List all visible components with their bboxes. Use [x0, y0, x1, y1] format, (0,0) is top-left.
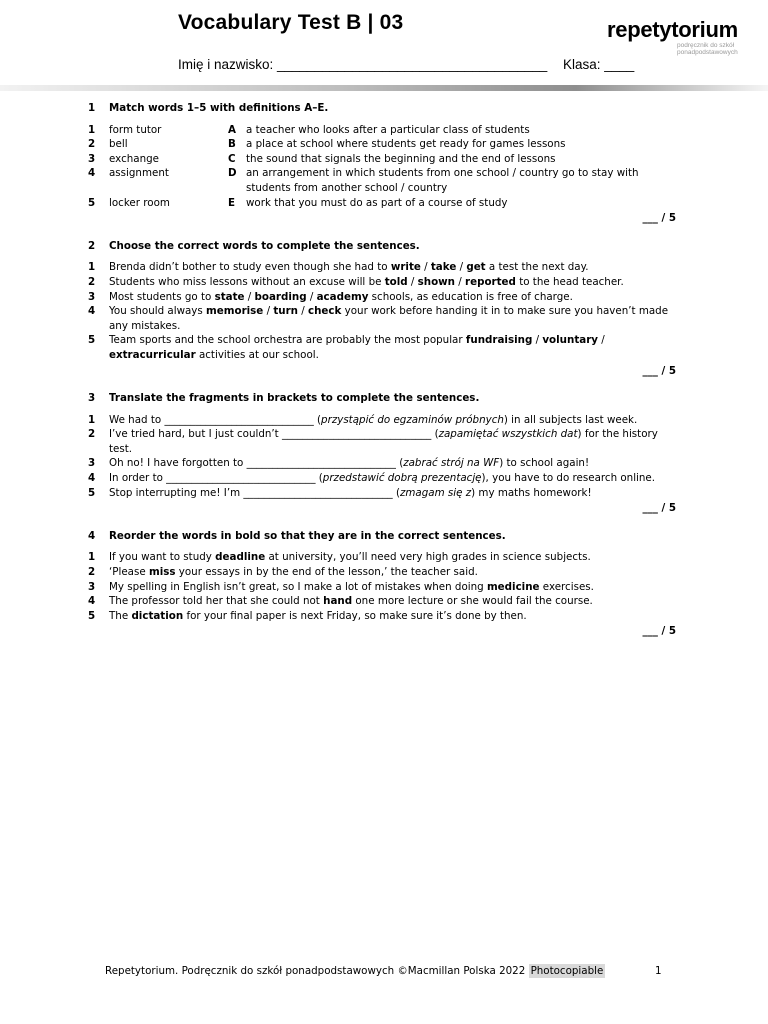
score-field: ___ / 5 — [642, 502, 676, 515]
sentence-text: I’ve tried hard, but I just couldn’t _____________________________ (zapamiętać wszystkich dat) for the history test. — [109, 428, 658, 455]
item-number: 5 — [88, 196, 96, 209]
item-number: 3 — [88, 290, 96, 303]
sentence-text: Team sports and the school orchestra are probably the most popular fundraising / voluntary / extracurricular activities at our school. — [109, 334, 605, 361]
exercise-1 — [88, 101, 680, 226]
exercise-4 — [88, 529, 680, 639]
page-title: Vocabulary Test B | 03 — [178, 11, 404, 34]
header-divider — [0, 85, 768, 91]
exercise-1-heading — [88, 101, 680, 116]
definition-text: the sound that signals the beginning and the end of lessons — [246, 152, 556, 165]
item-number: 4 — [88, 167, 96, 180]
sentence-item — [88, 565, 680, 580]
exercise-instruction: Choose the correct words to complete the sentences. — [109, 239, 420, 252]
sentence-item — [88, 594, 680, 609]
class-field: Klasa: ____ — [563, 57, 635, 72]
match-item — [88, 137, 680, 152]
exercise-number: 2 — [88, 239, 96, 252]
exercise-number: 4 — [88, 529, 96, 542]
item-number: 2 — [88, 275, 96, 288]
sentence-text: ‘Please miss your essays in by the end of the lesson,’ the teacher said. — [109, 566, 478, 579]
sentence-text: My spelling in English isn’t great, so I make a lot of mistakes when doing medicine exercises. — [109, 580, 594, 593]
match-word: locker room — [109, 196, 170, 209]
item-number: 1 — [88, 123, 96, 136]
item-number: 3 — [88, 457, 96, 470]
exercise-3 — [88, 391, 680, 516]
match-item — [88, 166, 680, 195]
item-number: 2 — [88, 428, 96, 441]
sentence-text: The dictation for your final paper is next Friday, so make sure it’s done by then. — [109, 609, 527, 622]
exercise-3-heading — [88, 391, 680, 406]
match-word: assignment — [109, 167, 169, 180]
definition-letter: A — [228, 123, 236, 136]
logo — [607, 18, 747, 56]
item-number: 4 — [88, 472, 96, 485]
sentence-item — [88, 456, 680, 471]
footer-copyright: Repetytorium. Podręcznik do szkół ponadpodstawowych ©Macmillan Polska 2022 — [105, 965, 526, 977]
sentence-item — [88, 550, 680, 565]
sentence-item — [88, 304, 680, 333]
sentence-list — [88, 413, 680, 501]
item-number: 5 — [88, 609, 96, 622]
logo-subtitle-1: podręcznik do szkół — [677, 42, 735, 49]
match-word: form tutor — [109, 123, 162, 136]
exercise-instruction: Translate the fragments in brackets to complete the sentences. — [109, 392, 480, 405]
sentence-item — [88, 275, 680, 290]
definition-letter: B — [228, 138, 236, 151]
sentence-text: You should always memorise / turn / check your work before handing it in to make sure you haven’t made any mistakes. — [109, 305, 669, 332]
sentence-list — [88, 260, 680, 362]
definition-text: work that you must do as part of a course of study — [246, 196, 508, 209]
exercise-number: 1 — [88, 102, 96, 114]
sentence-text: In order to _____________________________ (przedstawić dobrą prezentację), you have to do research online. — [109, 472, 656, 485]
item-number: 4 — [88, 305, 96, 318]
item-number: 3 — [88, 580, 96, 593]
match-word: bell — [109, 138, 128, 151]
page-number: 1 — [655, 965, 662, 977]
logo-text: repetytorium — [607, 17, 738, 42]
sentence-text: Brenda didn’t bother to study even though she had to write / take / get a test the next day. — [109, 261, 589, 274]
photocopiable-label: Photocopiable — [530, 965, 604, 977]
item-number: 1 — [88, 551, 96, 564]
sentence-item — [88, 260, 680, 275]
logo-subtitle-2: ponadpodstawowych — [677, 49, 738, 56]
item-number: 3 — [88, 152, 96, 165]
sentence-item — [88, 413, 680, 428]
sentence-text: We had to _____________________________ (przystąpić do egzaminów próbnych) in all subjects last week. — [109, 413, 638, 426]
sentence-list — [88, 550, 680, 623]
match-word: exchange — [109, 152, 159, 165]
sentence-item — [88, 427, 680, 456]
footer — [105, 965, 665, 977]
sentence-item — [88, 290, 680, 305]
definition-letter: E — [228, 196, 236, 209]
item-number: 2 — [88, 566, 96, 579]
score-field: ___ / 5 — [642, 364, 676, 377]
sentence-text: Most students go to state / boarding / academy schools, as education is free of charge. — [109, 290, 573, 303]
exercise-2 — [88, 239, 680, 378]
score-field: ___ / 5 — [642, 625, 676, 638]
sentence-item — [88, 486, 680, 501]
sentence-item — [88, 609, 680, 624]
item-number: 1 — [88, 261, 96, 274]
exercise-2-heading — [88, 239, 680, 254]
item-number: 4 — [88, 595, 96, 608]
item-number: 5 — [88, 486, 96, 499]
test-content — [88, 101, 680, 652]
definition-text: an arrangement in which students from one school / country go to stay with students from another school / country — [246, 167, 639, 194]
exercise-instruction: Match words 1–5 with definitions A–E. — [109, 102, 329, 114]
match-item — [88, 123, 680, 138]
match-item — [88, 152, 680, 167]
definition-letter: C — [228, 152, 236, 165]
exercise-instruction: Reorder the words in bold so that they are in the correct sentences. — [109, 529, 506, 542]
sentence-item — [88, 471, 680, 486]
sentence-text: Students who miss lessons without an excuse will be told / shown / reported to the head teacher. — [109, 275, 624, 288]
sentence-text: Stop interrupting me! I’m _____________________________ (zmagam się z) my maths homework! — [109, 486, 592, 499]
name-field: Imię i nazwisko: ____________________________________ — [178, 57, 548, 72]
item-number: 2 — [88, 138, 96, 151]
sentence-text: The professor told her that she could not hand one more lecture or she would fail the course. — [109, 595, 593, 608]
sentence-text: Oh no! I have forgotten to _____________________________ (zabrać strój na WF) to school again! — [109, 457, 590, 470]
exercise-4-heading — [88, 529, 680, 544]
item-number: 1 — [88, 413, 96, 426]
definition-letter: D — [228, 167, 237, 180]
match-list — [88, 123, 680, 211]
definition-text: a place at school where students get ready for games lessons — [246, 138, 566, 151]
exercise-number: 3 — [88, 392, 96, 405]
definition-text: a teacher who looks after a particular class of students — [246, 123, 530, 136]
sentence-text: If you want to study deadline at university, you’ll need very high grades in science subjects. — [109, 551, 591, 564]
match-item — [88, 196, 680, 211]
item-number: 5 — [88, 334, 96, 347]
sentence-item — [88, 333, 680, 362]
score-field: ___ / 5 — [642, 212, 676, 225]
sentence-item — [88, 580, 680, 595]
